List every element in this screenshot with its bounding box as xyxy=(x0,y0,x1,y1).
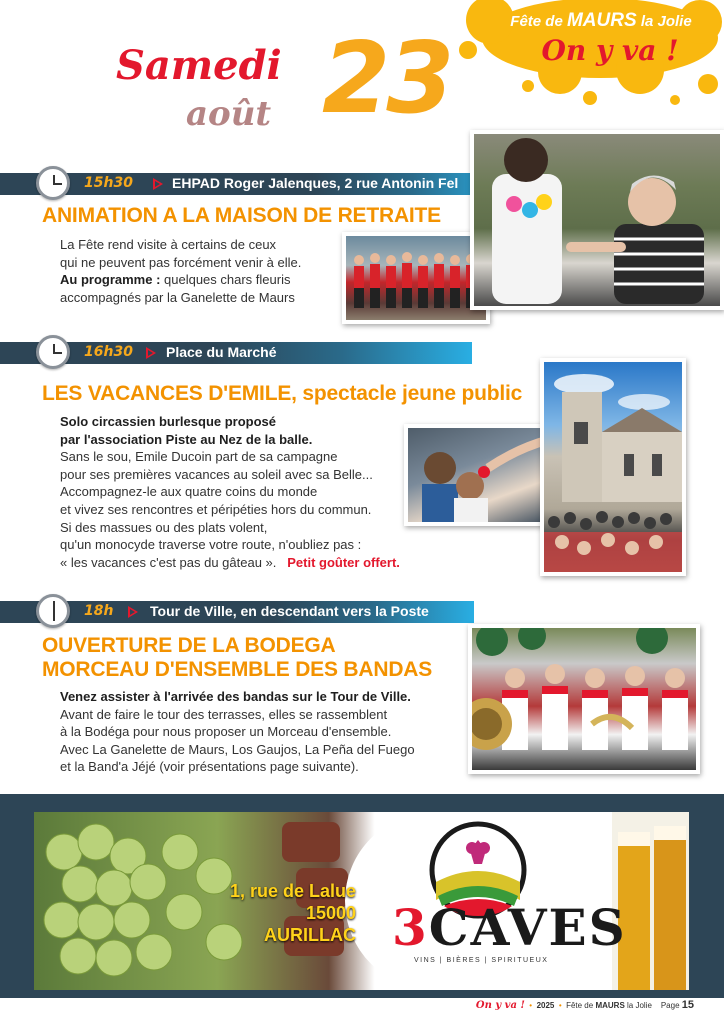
footer-town: MAURS xyxy=(595,1001,625,1010)
page-number: 15 xyxy=(681,999,694,1011)
text-line xyxy=(60,271,301,289)
photo-parade xyxy=(342,232,490,324)
fete-title xyxy=(486,10,716,32)
event-description xyxy=(60,413,400,571)
text-line: qu'un monocyde traverse votre route, n'oubliez pas : xyxy=(60,537,362,553)
month: août xyxy=(186,94,272,134)
text-line: Avec La Ganelette de Maurs, Los Gaujos, La Peña del Fuego xyxy=(60,741,415,757)
text-line: et vivez ses rencontres et péripéties hors du commun. xyxy=(60,501,372,517)
day-number: 23 xyxy=(322,22,451,136)
slogan: On y va ! xyxy=(541,34,679,67)
text-line: par l'association Piste au Nez de la balle. xyxy=(60,431,313,447)
footer-year: 2025 xyxy=(536,1001,555,1010)
clock-icon xyxy=(36,335,70,369)
circus-kids-illustration xyxy=(408,428,552,522)
program-text: quelques chars fleuris xyxy=(160,272,291,288)
photo-bandas xyxy=(468,624,700,774)
text-line: La Fête rend visite à certains de ceux xyxy=(60,237,277,252)
program-label: Au programme : xyxy=(60,272,161,288)
snack-offer: Petit goûter offert. xyxy=(287,554,400,570)
event-place: Tour de Ville, en descendant vers la Poste xyxy=(150,603,429,619)
parade-illustration xyxy=(346,236,486,320)
shop-address: 1, rue de Lalue 15000 AURILLAC xyxy=(229,881,356,945)
brand-tagline: VINS | BIÈRES | SPIRITUEUX xyxy=(414,957,549,964)
page-footer: On y va ! • 2025 • Fête de MAURS la Jolie Page 15 xyxy=(475,999,694,1011)
clock-icon xyxy=(36,166,70,200)
event-time: 18h xyxy=(84,603,114,619)
text-line: Avant de faire le tour des terrasses, elles se rassemblent xyxy=(60,706,388,722)
text-line: Si des massues ou des plats volent, xyxy=(60,519,268,535)
event-title: OUVERTURE DE LA BODEGA MORCEAU D'ENSEMBLE DES BANDAS xyxy=(42,634,433,681)
footer-page-label: Page xyxy=(660,1001,680,1010)
text-line: « les vacances c'est pas du gâteau ». Petit goûter offert. xyxy=(60,554,400,570)
text-line: pour ses premières vacances au soleil avec sa Belle... xyxy=(60,466,373,482)
event-time: 16h30 xyxy=(84,344,133,360)
event-description xyxy=(60,688,415,776)
text-line: Accompagnez-le aux quatre coins du monde xyxy=(60,484,318,500)
footer-slogan: On y va ! xyxy=(475,1000,525,1011)
photo-circus-kids xyxy=(404,424,556,526)
fete-town: MAURS xyxy=(566,10,637,31)
text-line: Venez assister à l'arrivée des bandas sur le Tour de Ville. xyxy=(60,689,411,704)
fete-prefix: Fête de xyxy=(510,13,563,30)
text-line: accompagnés par la Ganelette de Maurs xyxy=(60,289,295,305)
event-place: EHPAD Roger Jalenques, 2 rue Antonin Fel xyxy=(172,175,459,191)
brand-logo xyxy=(392,898,627,957)
event-title: ANIMATION A LA MAISON DE RETRAITE xyxy=(42,204,441,227)
church-illustration xyxy=(544,362,682,572)
elderly-visit-illustration xyxy=(474,134,720,306)
footer-suffix: la Jolie xyxy=(627,1001,652,1010)
clock-icon xyxy=(36,594,70,628)
fete-suffix: la Jolie xyxy=(640,13,692,30)
text-line: et la Band'a Jéjé (voir présentations page suivante). xyxy=(60,759,359,775)
photo-retirement-home xyxy=(470,130,724,310)
play-arrow-icon xyxy=(146,347,156,359)
event-time: 15h30 xyxy=(84,175,133,191)
bandas-illustration xyxy=(472,628,696,770)
brand-word: CAVES xyxy=(428,898,627,957)
event-description xyxy=(60,236,301,306)
event-title: LES VACANCES D'EMILE, spectacle jeune public xyxy=(42,382,523,405)
text-line: Solo circassien burlesque proposé xyxy=(60,414,277,429)
weekday: Samedi xyxy=(116,42,282,89)
play-arrow-icon xyxy=(128,606,138,618)
text-line: à la Bodéga pour nous proposer un Morceau d'ensemble. xyxy=(60,724,392,740)
text-line: qui ne peuvent pas forcément venir à elle. xyxy=(60,254,302,270)
event-place: Place du Marché xyxy=(166,344,277,360)
footer-fete: Fête de xyxy=(566,1001,594,1010)
brand-number: 3 xyxy=(392,898,429,957)
play-arrow-icon xyxy=(153,178,163,190)
photo-church-crowd xyxy=(540,358,686,576)
text-line: Sans le sou, Emile Ducoin part de sa campagne xyxy=(60,449,338,465)
